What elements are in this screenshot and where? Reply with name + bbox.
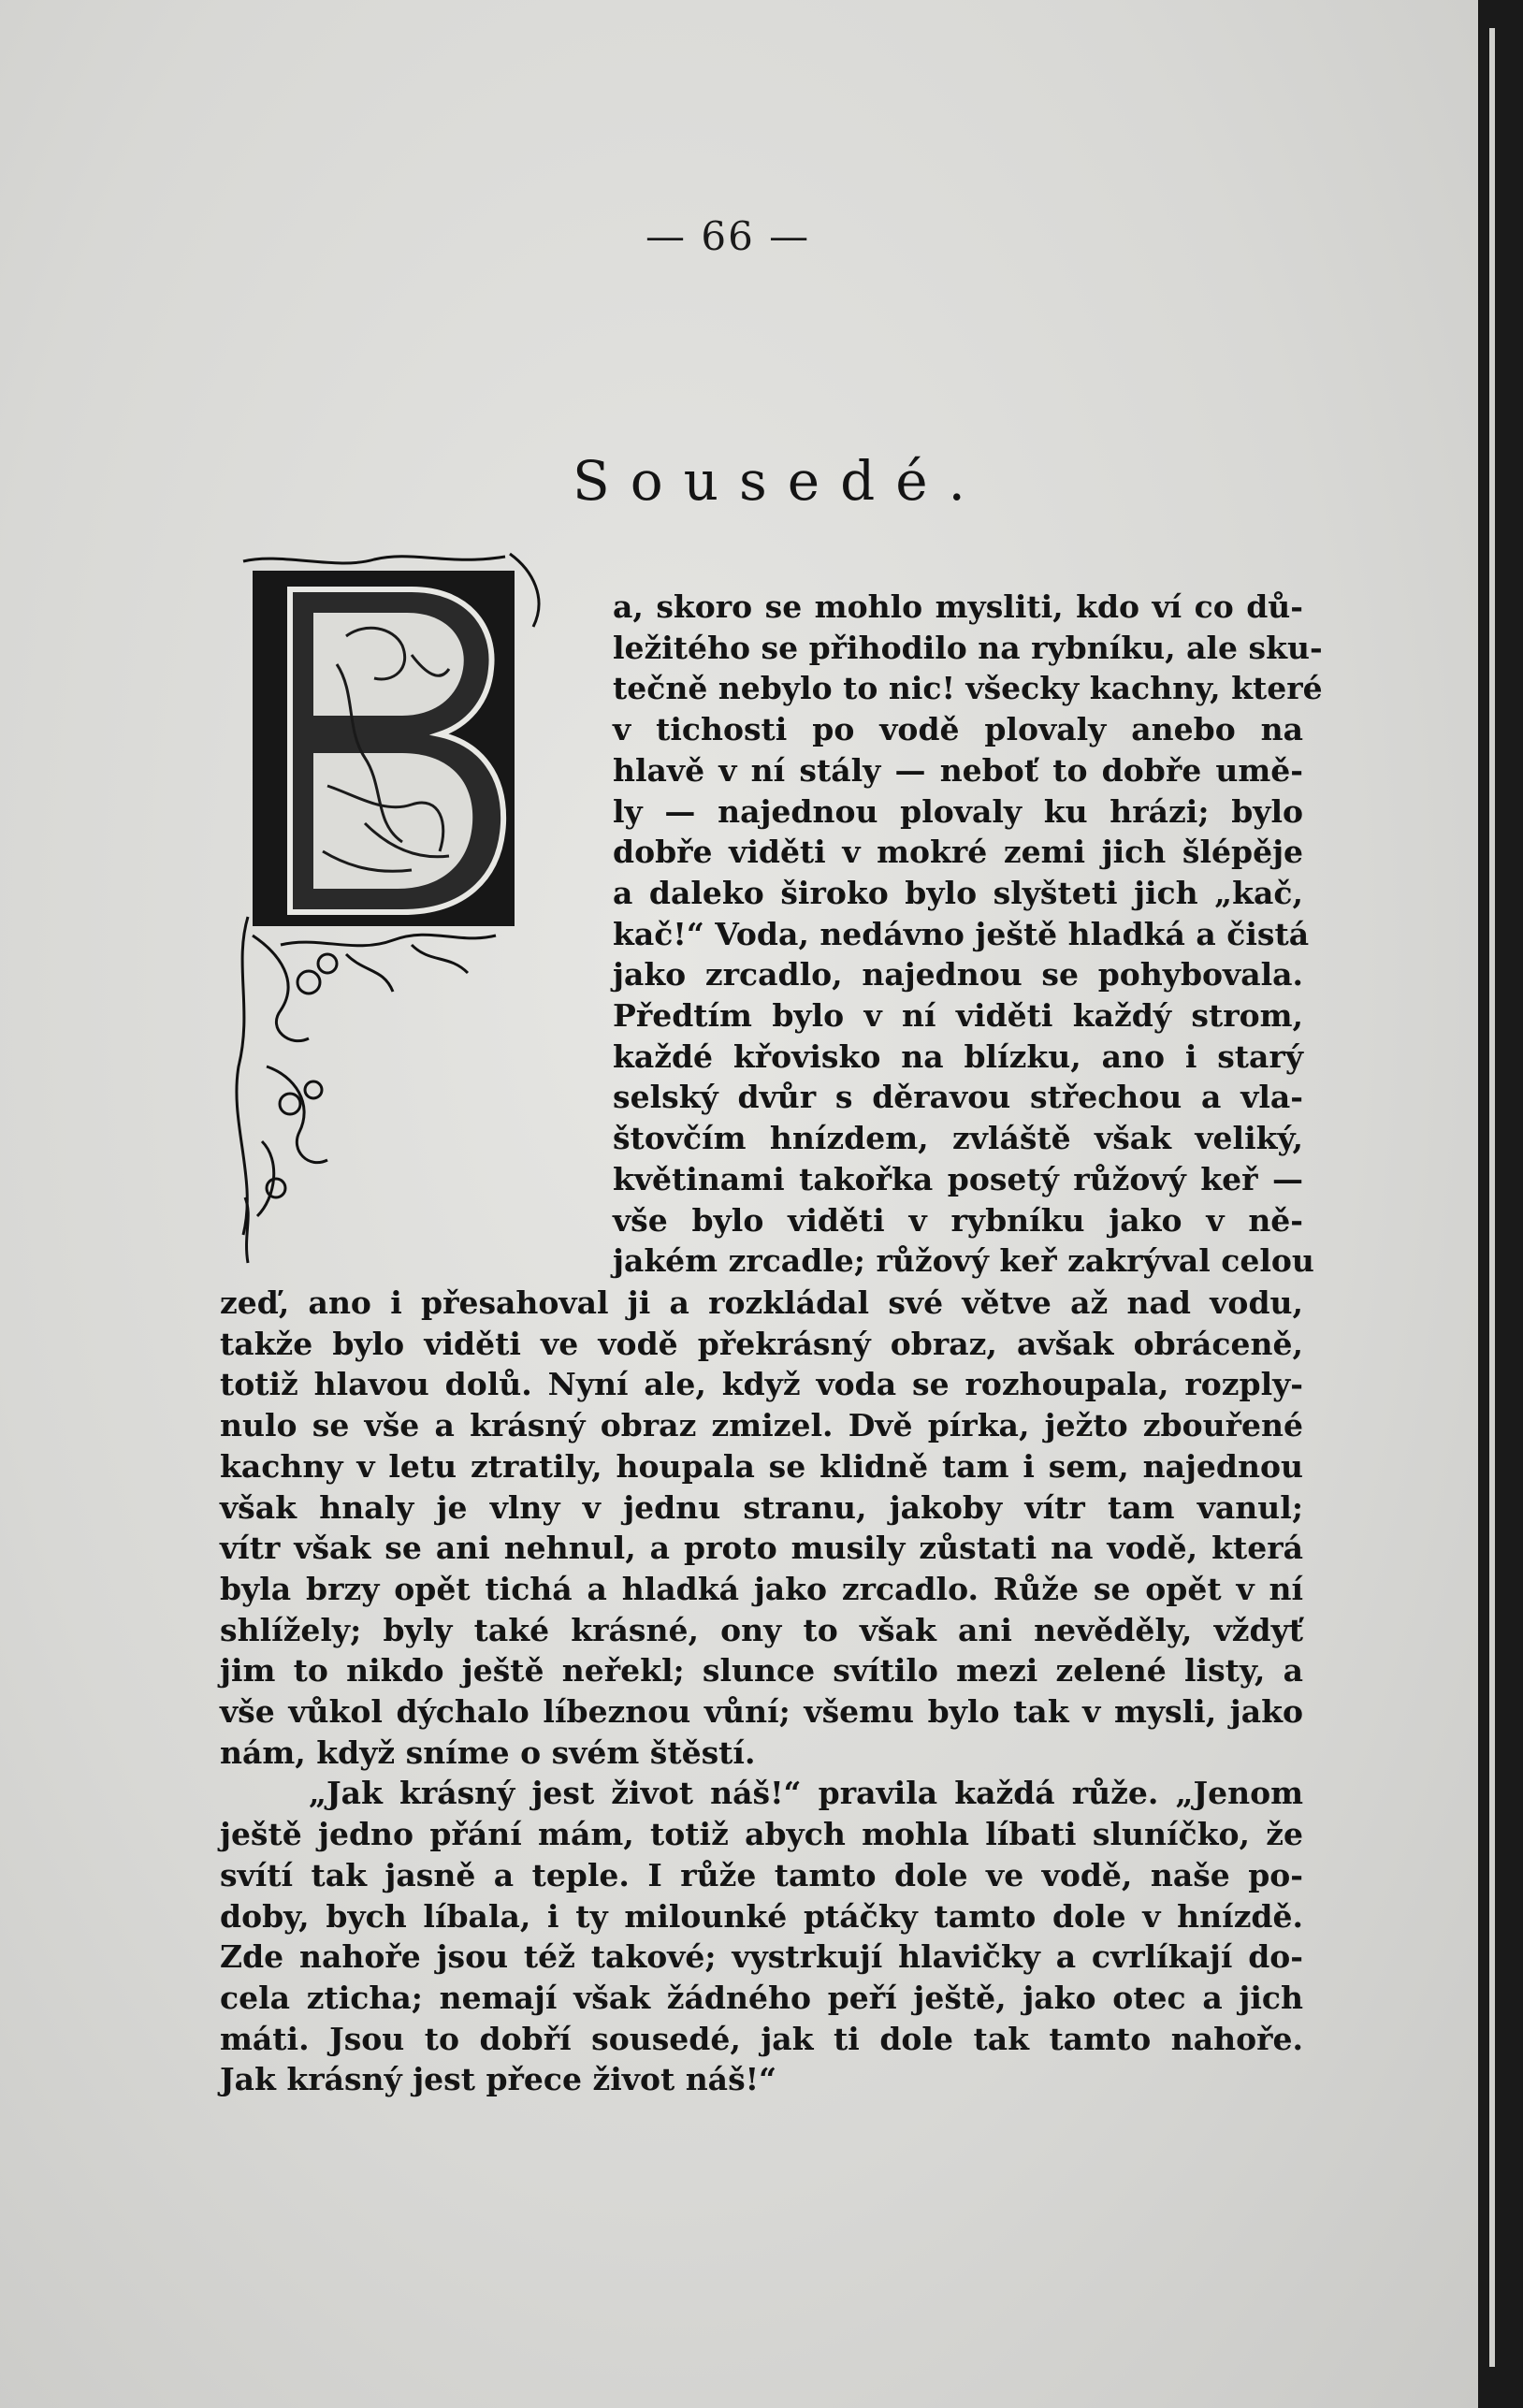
text-line: nulo se vše a krásný obraz zmizel. Dvě pírka, ježto zbouřené xyxy=(220,1407,1303,1444)
text-line: Zde nahoře jsou též takové; vystrkují hlavičky a cvrlíkají do- xyxy=(220,1938,1303,1976)
text-line: kač!“ Voda, nedávno ještě hladká a čistá xyxy=(613,915,1310,952)
text-line: ležitého se přihodilo na rybníku, ale sku- xyxy=(613,629,1323,666)
scan-edge-line xyxy=(1489,28,1495,2367)
text-line: jakém zrcadle; růžový keř zakrýval celou xyxy=(613,1242,1314,1280)
text-line: a daleko široko bylo slyšteti jich „kač, xyxy=(613,874,1303,911)
text-line: nám, když sníme o svém štěstí. xyxy=(220,1733,756,1771)
paragraph-1-full-width-lines xyxy=(220,1283,1303,2100)
text-line: máti. Jsou to dobří sousedé, jak ti dole tak tamto nahoře. xyxy=(220,2020,1303,2057)
text-line: Jak krásný jest přece život náš!“ xyxy=(220,2061,777,2098)
text-line: totiž hlavou dolů. Nyní ale, když voda se rozhoupala, rozply- xyxy=(220,1366,1303,1403)
text-line: dobře viděti v mokré zemi jich šlépěje xyxy=(613,834,1303,871)
text-line: zeď, ano i přesahoval ji a rozkládal své větve až nad vodu, xyxy=(220,1284,1303,1321)
text-line: „Jak krásný jest život náš!“ pravila každá růže. „Jenom xyxy=(309,1775,1303,1812)
text-line: cela zticha; nemají však žádného peří ještě, jako otec a jich xyxy=(220,1979,1303,2016)
text-line: tečně nebylo to nic! všecky kachny, které xyxy=(613,670,1323,707)
text-line: v tichosti po vodě plovaly anebo na xyxy=(613,711,1303,748)
text-line: však hnaly je vlny v jednu stranu, jakoby vítr tam vanul; xyxy=(220,1488,1303,1526)
text-line: hlavě v ní stály — neboť to dobře umě- xyxy=(613,751,1303,789)
initial-letter-b xyxy=(253,571,515,926)
scan-edge xyxy=(1478,0,1523,2408)
text-line: štovčím hnízdem, zvláště však veliký, xyxy=(613,1120,1303,1157)
text-line: Předtím bylo v ní viděti každý strom, xyxy=(613,997,1303,1035)
chapter-title: Sousedé. xyxy=(573,449,986,513)
decorated-initial-b xyxy=(225,543,599,1282)
text-line: jim to nikdo ještě neřekl; slunce svítilo mezi zelené listy, a xyxy=(220,1652,1303,1690)
text-line: ještě jedno přání mám, totiž abych mohla líbati sluníčko, že xyxy=(220,1816,1303,1853)
text-line: takže bylo viděti ve vodě překrásný obraz, avšak obráceně, xyxy=(220,1325,1303,1362)
text-line: doby, bych líbala, i ty milounké ptáčky tamto dole v hnízdě. xyxy=(220,1897,1303,1935)
paragraph-1-wrapped-lines xyxy=(613,587,1323,1282)
text-line: a, skoro se mohlo mysliti, kdo ví co dů- xyxy=(613,588,1303,625)
text-line: byla brzy opět tichá a hladká jako zrcadlo. Růže se opět v ní xyxy=(220,1570,1303,1607)
text-line: svítí tak jasně a teple. I růže tamto dole ve vodě, naše po- xyxy=(220,1856,1303,1893)
text-line: selský dvůr s děravou střechou a vla- xyxy=(613,1079,1303,1116)
text-line: každé křovisko na blízku, ano i starý xyxy=(613,1037,1303,1075)
page-number: — 66 — xyxy=(645,213,811,259)
text-line: vítr však se ani nehnul, a proto musily zůstati na vodě, která xyxy=(220,1530,1303,1567)
text-line: vše vůkol dýchalo líbeznou vůní; všemu bylo tak v mysli, jako xyxy=(220,1693,1303,1731)
text-line: jako zrcadlo, najednou se pohybovala. xyxy=(613,956,1303,994)
text-line: vše bylo viděti v rybníku jako v ně- xyxy=(613,1201,1303,1239)
text-line: shlížely; byly také krásné, ony to však ani nevěděly, vždyť xyxy=(220,1611,1303,1648)
text-line: kachny v letu ztratily, houpala se klidně tam i sem, najednou xyxy=(220,1447,1303,1485)
text-line: ly — najednou plovaly ku hrázi; bylo xyxy=(613,792,1303,830)
text-line: květinami takořka posetý růžový keř — xyxy=(613,1160,1303,1197)
